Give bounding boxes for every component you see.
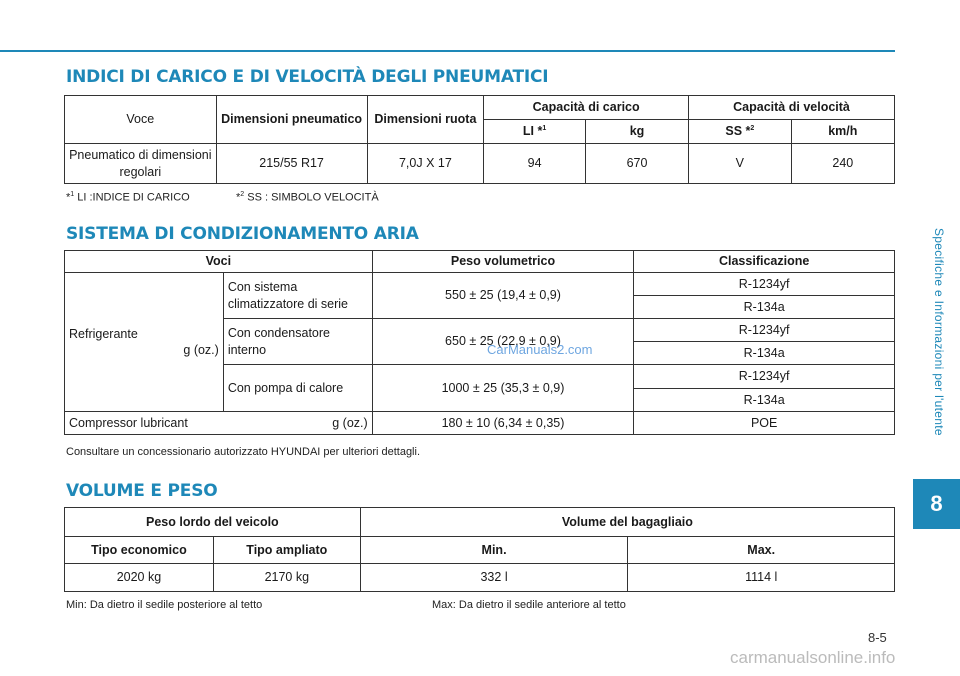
col-capacita-velocita: Capacità di velocità (689, 96, 895, 120)
col-min: Min. (360, 537, 628, 564)
cell-min: 332 l (360, 564, 628, 592)
col-volume-bagagliaio: Volume del bagagliaio (360, 508, 894, 537)
col-li: LI *$^1$ (484, 120, 586, 144)
cell-li: 94 (484, 144, 586, 184)
cell-tipo-ampliato: 2170 kg (213, 564, 360, 592)
table-row (65, 273, 895, 296)
weight-heading: VOLUME E PESO (66, 481, 218, 501)
cell-kmh: 240 (791, 144, 894, 184)
cell-ss: V (689, 144, 792, 184)
col-peso-lordo: Peso lordo del veicolo (65, 508, 361, 537)
col-capacita-carico: Capacità di carico (484, 96, 689, 120)
tyres-note-li: *$^1$ LI :INDICE DI CARICO (66, 191, 190, 204)
cell-compressor: Compressor lubricant g (oz.) (65, 412, 373, 435)
cell-sistema-condensatore: Con condensatore interno (223, 319, 372, 365)
col-tipo-ampliato: Tipo ampliato (213, 537, 360, 564)
watermark: CarManuals2.com (487, 342, 593, 357)
cell-class-pompa-a: R-1234yf (634, 365, 895, 389)
cell-voce: Pneumatico di dimensioni regolari (65, 144, 217, 184)
tyres-note-ss: *$^2$ SS : SIMBOLO VELOCITÀ (236, 191, 379, 204)
col-tipo-economico: Tipo economico (65, 537, 214, 564)
cell-class-condensatore-a: R-1234yf (634, 319, 895, 342)
weight-table (64, 507, 895, 592)
col-classificazione: Classificazione (634, 251, 895, 273)
cell-dim-pneumatico: 215/55 R17 (216, 144, 367, 184)
col-max: Max. (628, 537, 895, 564)
col-kmh: km/h (791, 120, 894, 144)
cell-peso-serie: 550 ± 25 (19,4 ± 0,9) (372, 273, 634, 319)
cell-class-serie-b: R-134a (634, 296, 895, 319)
cell-tipo-economico: 2020 kg (65, 564, 214, 592)
cell-kg: 670 (585, 144, 688, 184)
cell-max: 1114 l (628, 564, 895, 592)
table-row (65, 564, 895, 592)
cell-refrigerante: Refrigerante g (oz.) (65, 273, 224, 412)
cell-peso-pompa: 1000 ± 25 (35,3 ± 0,9) (372, 365, 634, 412)
ac-heading: SISTEMA DI CONDIZIONAMENTO ARIA (66, 224, 419, 244)
cell-compressor-class: POE (634, 412, 895, 435)
col-dim-ruota: Dimensioni ruota (367, 96, 484, 144)
table-row (65, 144, 895, 184)
cell-class-serie-a: R-1234yf (634, 273, 895, 296)
footer-watermark: carmanualsonline.info (730, 648, 896, 667)
weight-note-max: Max: Da dietro il sedile anteriore al tetto (432, 599, 626, 611)
tyres-heading: INDICI DI CARICO E DI VELOCITÀ DEGLI PNEUMATICI (66, 67, 549, 87)
cell-compressor-peso: 180 ± 10 (6,34 ± 0,35) (372, 412, 634, 435)
cell-sistema-pompa: Con pompa di calore (223, 365, 372, 412)
ac-table (64, 250, 895, 435)
col-kg: kg (585, 120, 688, 144)
page-number: 8-5 (868, 630, 887, 645)
col-voci: Voci (65, 251, 373, 273)
ac-note: Consultare un concessionario autorizzato HYUNDAI per ulteriori dettagli. (66, 446, 421, 458)
cell-peso-condensatore: 650 ± 25 (22,9 ± 0,9) (372, 319, 634, 365)
col-dim-pneumatico: Dimensioni pneumatico (216, 96, 367, 144)
col-ss: SS *$^2$ (689, 120, 792, 144)
cell-class-condensatore-b: R-134a (634, 342, 895, 365)
col-peso-volumetrico: Peso volumetrico (372, 251, 634, 273)
cell-class-pompa-b: R-134a (634, 389, 895, 412)
side-chapter-label: Specifiche e Informazioni per l'utente (932, 228, 946, 436)
tyres-table (64, 95, 895, 184)
cell-dim-ruota: 7,0J X 17 (367, 144, 484, 184)
table-row (65, 412, 895, 435)
cell-sistema-serie: Con sistema climatizzatore di serie (223, 273, 372, 319)
chapter-tab[interactable]: 8 (913, 479, 960, 529)
col-voce: Voce (65, 96, 217, 144)
header-rule (0, 50, 895, 52)
weight-note-min: Min: Da dietro il sedile posteriore al tetto (66, 599, 263, 611)
